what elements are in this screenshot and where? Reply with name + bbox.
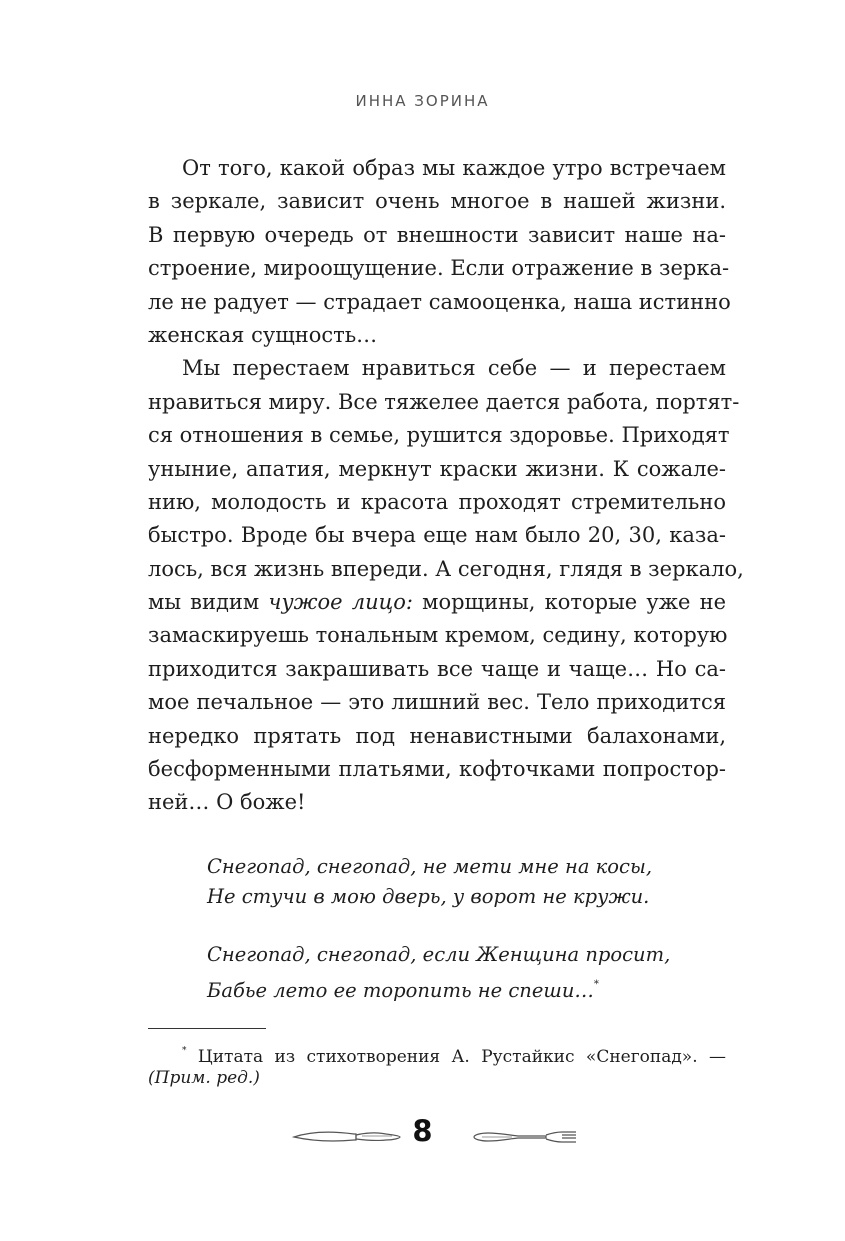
poem-line: Снегопад, снегопад, если Женщина просит,: [207, 943, 671, 966]
body-line: От того, какой образ мы каждое утро встречаем: [182, 156, 726, 180]
footnote-divider: [148, 1028, 266, 1029]
body-line: лось, вся жизнь впереди. А сегодня, глядя в зеркало,: [148, 556, 744, 581]
body-line: нию, молодость и красота проходят стремительно: [148, 489, 726, 514]
poem-line-text: Бабье лето ее торопить не спеши…: [207, 979, 594, 1002]
footnote: [148, 1038, 726, 1092]
body-line: нравиться миру. Все тяжелее дается работа, портят-: [148, 389, 740, 414]
body-line: мое печальное — это лишний вес. Тело приходится: [148, 690, 726, 715]
running-title: ИННА ЗОРИНА: [355, 92, 490, 110]
editor-note: (Прим. ред.): [148, 1068, 260, 1088]
body-line: В первую очередь от внешности зависит наше на-: [148, 222, 726, 247]
footnote-reference[interactable]: *: [593, 979, 599, 990]
body-line-post: морщины, которые уже не: [413, 590, 726, 615]
body-line: уныние, апатия, меркнут краски жизни. К сожале-: [148, 456, 726, 481]
body-line: быстро. Вроде бы вчера еще нам было 20, 30, каза-: [148, 523, 726, 548]
poem-line: Не стучи в мою дверь, у ворот не кружи.: [207, 885, 650, 908]
body-line: бесформенными платьями, кофточками попростор-: [148, 757, 726, 782]
footnote-line: [148, 1065, 726, 1092]
poem-line: [207, 970, 670, 1000]
body-line: в зеркале, зависит очень многое в нашей жизни.: [148, 189, 726, 214]
emphasis-text: чужое лицо:: [268, 590, 413, 615]
body-line: [148, 586, 726, 619]
body-line: приходится закрашивать все чаще и чаще… Но са-: [148, 656, 726, 681]
poem-line: Снегопад, снегопад, не мети мне на косы,: [207, 855, 653, 878]
body-text: [148, 152, 744, 820]
body-line: строение, мироощущение. Если отражение в зерка-: [148, 256, 730, 281]
page-number: 8: [412, 1114, 433, 1148]
body-line: ле не радует — страдает самооценка, наша истинно: [148, 289, 731, 314]
fork-icon: [472, 1126, 578, 1148]
body-line: Мы перестаем нравиться себе — и перестаем: [182, 356, 726, 381]
footnote-line: [148, 1038, 726, 1065]
poem-epigraph: [207, 852, 670, 1000]
body-line: ней… О боже!: [148, 790, 306, 815]
footnote-mark: *: [182, 1046, 187, 1056]
body-line: женская сущность…: [148, 322, 378, 347]
body-line-pre: мы видим: [148, 590, 269, 615]
stanza-gap: [207, 912, 670, 940]
body-line: нередко прятать под ненавистными балахонами,: [148, 723, 726, 748]
body-line: ся отношения в семье, рушится здоровье. Приходят: [148, 423, 730, 448]
body-line: замаскируешь тональным кремом, седину, которую: [148, 623, 728, 648]
footnote-text: Цитата из стихотворения А. Рустайкис «Снегопад». —: [197, 1047, 726, 1067]
